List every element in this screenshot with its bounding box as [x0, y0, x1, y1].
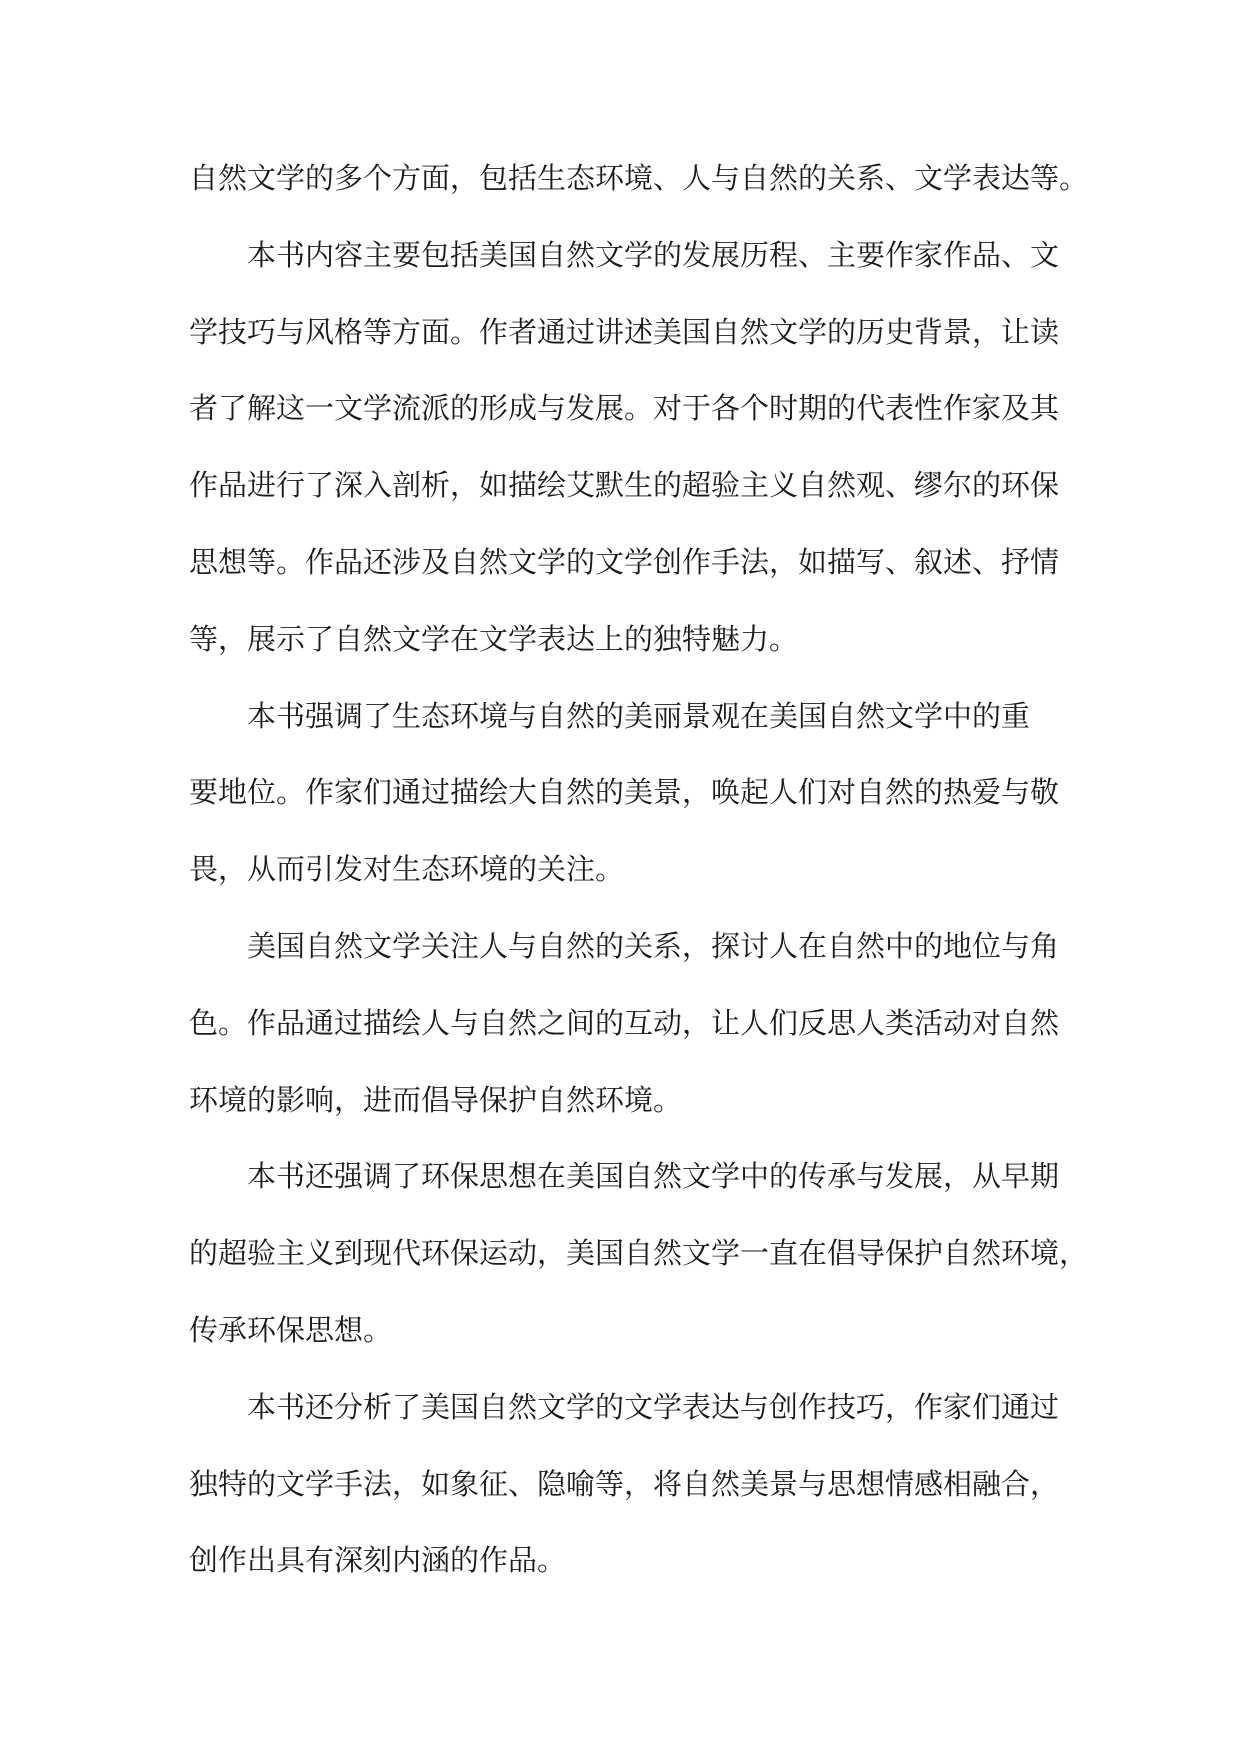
text-line: 本书还分析了美国自然文学的文学表达与创作技巧，作家们通过 [247, 1389, 1060, 1424]
text-line: 学技巧与风格等方面。作者通过讲述美国自然文学的历史背景，让读 [189, 314, 1060, 349]
text-line: 者了解这一文学流派的形成与发展。对于各个时期的代表性作家及其 [189, 391, 1060, 426]
text-line: 要地位。作家们通过描绘大自然的美景，唤起人们对自然的热爱与敬 [189, 775, 1060, 810]
text-line: 创作出具有深刻内涵的作品。 [189, 1543, 567, 1578]
text-line: 本书强调了生态环境与自然的美丽景观在美国自然文学中的重 [247, 698, 1031, 733]
text-line: 的超验主义到现代环保运动，美国自然文学一直在倡导保护自然环境， [189, 1236, 1089, 1271]
text-line: 思想等。作品还涉及自然文学的文学创作手法，如描写、叙述、抒情 [189, 544, 1060, 579]
text-line: 独特的文学手法，如象征、隐喻等，将自然美景与思想情感相融合， [189, 1466, 1060, 1501]
text-line: 传承环保思想。 [189, 1312, 393, 1347]
text-line: 环境的影响，进而倡导保护自然环境。 [189, 1082, 683, 1117]
text-line: 自然文学的多个方面，包括生态环境、人与自然的关系、文学表达等。 [189, 161, 1089, 195]
text-line: 色。作品通过描绘人与自然之间的互动，让人们反思人类活动对自然 [189, 1005, 1060, 1040]
text-line: 美国自然文学关注人与自然的关系，探讨人在自然中的地位与角 [247, 928, 1060, 963]
body-text [189, 140, 1089, 1599]
text-line: 作品进行了深入剖析，如描绘艾默生的超验主义自然观、缪尔的环保 [189, 468, 1060, 503]
text-line: 等，展示了自然文学在文学表达上的独特魅力。 [189, 621, 799, 656]
text-line: 畏，从而引发对生态环境的关注。 [189, 852, 625, 887]
text-line: 本书内容主要包括美国自然文学的发展历程、主要作家作品、文 [247, 237, 1060, 272]
text-line: 本书还强调了环保思想在美国自然文学中的传承与发展，从早期 [247, 1159, 1060, 1194]
